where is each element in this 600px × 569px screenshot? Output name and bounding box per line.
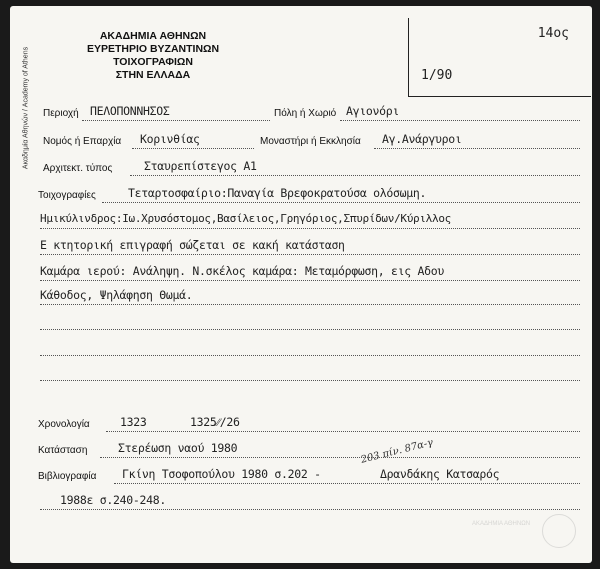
murals-line-4: Καμάρα ιερού: Ανάληψη. Ν.σκέλος καμάρα: Μεταμόρφωση, εις Αδου (40, 264, 445, 278)
murals-rule-3 (40, 254, 580, 255)
bibliography-line-1: Γκίνη Τσοφοπούλου 1980 σ.202 - (122, 467, 321, 481)
bibliography-line-1b: Δρανδάκης Κατσαρός (380, 467, 500, 481)
index-card (10, 6, 592, 563)
header-line-1: ΑΚΑΔΗΜΙΑ ΑΘΗΝΩΝ (99, 30, 207, 42)
chronology-value-2: 1325⁄⁄/26 (190, 415, 240, 429)
murals-line-1: Τεταρτοσφαίριο:Παναγία Βρεφοκρατούσα ολόσωμη. (128, 186, 427, 200)
murals-label: Τοιχογραφίες (38, 190, 96, 201)
prefecture-line (132, 148, 254, 149)
arch-type-line (130, 175, 580, 176)
murals-rule-2 (40, 228, 580, 229)
bibliography-label: Βιβλιογραφία (38, 471, 97, 482)
bibliography-line (114, 483, 580, 484)
prefecture-label: Νομός ή Επαρχία (43, 136, 122, 147)
academy-watermark (472, 514, 582, 550)
card-number: 14ος (537, 26, 569, 41)
murals-rule-4 (40, 280, 580, 281)
header-line-3: ΣΤΗΝ ΕΛΛΑΔΑ (115, 69, 191, 81)
chronology-line (106, 431, 580, 432)
arch-type-value: Σταυρεπίστεγος Α1 (144, 159, 257, 173)
watermark-text: ΑΚΑΔΗΜΙΑ ΑΘΗΝΩΝ (472, 521, 531, 527)
murals-line-5: Κάθοδος, Ψηλάφηση Θωμά. (40, 288, 193, 302)
murals-rule-5 (40, 304, 580, 305)
chronology-label: Χρονολογία (38, 419, 90, 430)
condition-line (100, 457, 580, 458)
bibliography-line-2: 1988ε σ.240-248. (60, 493, 166, 507)
monastery-label: Μοναστήρι ή Εκκλησία (260, 136, 361, 147)
empty-rule-2 (40, 355, 580, 356)
condition-value: Στερέωση ναού 1980 (118, 441, 238, 455)
murals-rule-1 (102, 202, 580, 203)
seal-icon (542, 514, 576, 548)
region-line (82, 120, 270, 121)
side-stamp (16, 46, 36, 170)
monastery-value: Αγ.Ανάργυροι (382, 132, 462, 146)
empty-rule-3 (40, 380, 580, 381)
region-label: Περιοχή (43, 108, 79, 119)
chronology-value-1: 1323 (120, 415, 147, 429)
murals-line-3: Ε κτητορική επιγραφή σώζεται σε κακή κατάσταση (40, 238, 345, 252)
number-box (408, 18, 591, 97)
prefecture-value: Κορινθίας (140, 132, 200, 146)
file-number: 1/90 (421, 68, 453, 83)
bibliography-rule-2 (40, 509, 580, 510)
murals-line-2: Ημικύλινδρος:Ιω.Χρυσόστομος,Βασίλειος,Γρηγόριος,Σπυρίδων/Κύριλλος (40, 212, 451, 225)
card-header (48, 30, 258, 82)
region-value: ΠΕΛΟΠΟΝΝΗΣΟΣ (90, 104, 170, 118)
city-line (340, 120, 580, 121)
header-line-2: ΕΥΡΕΤΗΡΙΟ ΒΥΖΑΝΤΙΝΩΝ ΤΟΙΧΟΓΡΑΦΙΩΝ (86, 43, 220, 68)
side-stamp-text: Ακαδημία Αθηνών / Academy of Athens (22, 46, 30, 170)
arch-type-label: Αρχιτεκτ. τύπος (43, 163, 113, 174)
city-label: Πόλη ή Χωριό (274, 108, 337, 119)
empty-rule-1 (40, 329, 580, 330)
handwritten-note: 203 πίν. 87α-γ (359, 437, 435, 466)
monastery-line (374, 148, 580, 149)
city-value: Αγιονόρι (346, 104, 399, 118)
condition-label: Κατάσταση (38, 445, 88, 456)
